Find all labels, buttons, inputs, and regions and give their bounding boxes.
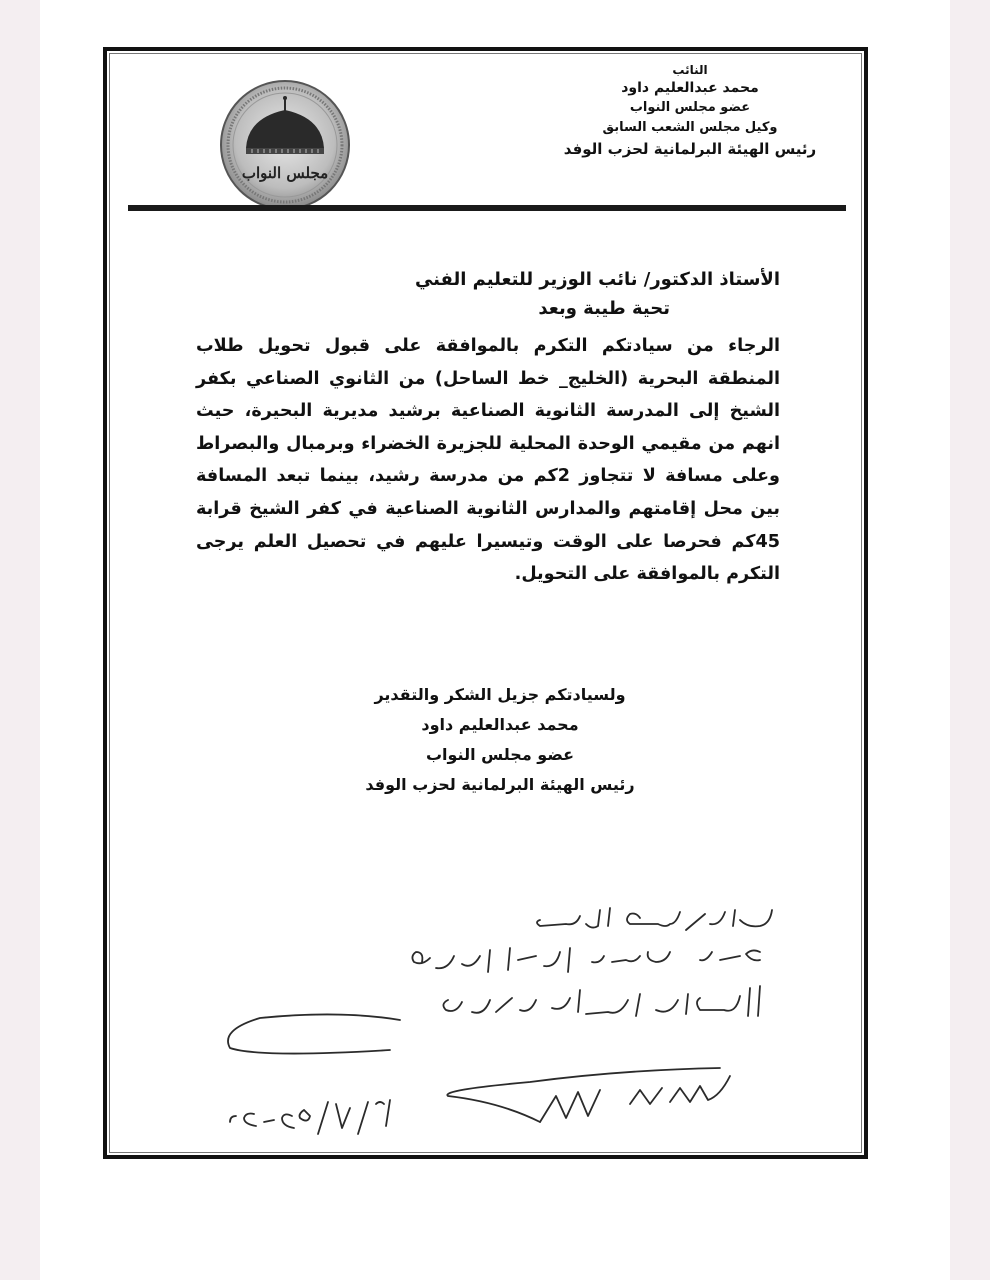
handwritten-line-1 (537, 908, 772, 930)
handwritten-line-2 (412, 948, 760, 972)
letter-closing (300, 680, 700, 800)
signature-stroke (447, 1068, 720, 1122)
seal-text: مجلس النواب (241, 164, 329, 182)
letter-addressee: الأستاذ الدكتور/ نائب الوزير للتعليم الفني (414, 269, 780, 290)
handwritten-annotation (200, 890, 790, 1140)
letterhead-role-former: وكيل مجلس الشعب السابق (602, 120, 778, 135)
signature-loop (228, 1014, 400, 1053)
signer-party-role: رئيس الهيئة البرلمانية لحزب الوفد (365, 775, 635, 794)
closing-thanks: ولسيادتكم جزيل الشكر والتقدير (374, 685, 626, 704)
letterhead-party-role: رئيس الهيئة البرلمانية لحزب الوفد (563, 140, 817, 158)
handwritten-line-3 (443, 986, 760, 1016)
header-divider (128, 205, 846, 211)
parliament-seal-icon (218, 78, 352, 212)
signer-name: محمد عبدالعليم داود (421, 715, 579, 734)
letter-greeting: تحية طيبة وبعد (538, 298, 670, 319)
handwritten-date (230, 1100, 390, 1134)
letterhead-title: النائب (672, 63, 708, 77)
letterhead (540, 62, 840, 160)
letter-body (196, 266, 780, 591)
letterhead-name: محمد عبدالعليم داود (621, 80, 759, 96)
signature-zigzag (540, 1076, 730, 1122)
letter-paragraph: الرجاء من سيادتكم التكرم بالموافقة على قبول تحويل طلاب المنطقة البحرية (الخليج_ خط الساحل) من الثانوي الصناعي بكفر الشيخ إلى المدرسة الثانوية الصناعية برشيد مديرية البحيرة، حيث انهم من مقيمي الوحدة المحلية للجزيرة الخضراء وبرمبال والبصراط وعلى مسافة لا تتجاوز 2كم من مدرسة رشيد، بينما تبعد المسافة بين محل إقامتهم والمدارس الثانوية الصناعية في كفر الشيخ قرابة 45كم فحرصا على الوقت وتيسيرا عليهم في تحصيل العلم يرجى التكرم بالموافقة على التحويل. (196, 336, 780, 585)
signer-role: عضو مجلس النواب (425, 745, 575, 764)
letterhead-role: عضو مجلس النواب (629, 100, 751, 115)
